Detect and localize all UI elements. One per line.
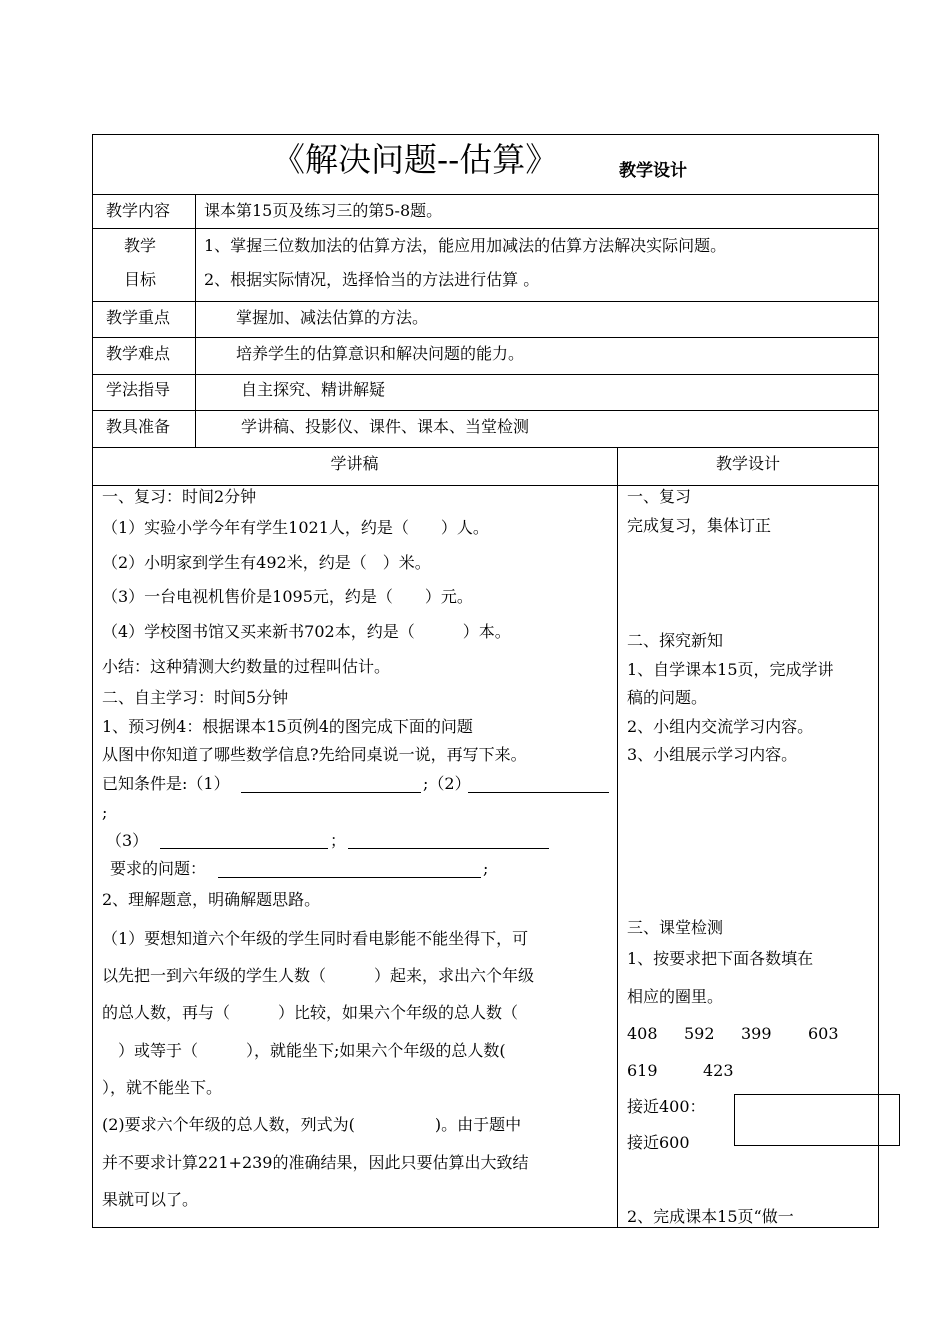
right-line: 稿的问题。 bbox=[627, 688, 708, 707]
answer-box bbox=[734, 1094, 900, 1146]
question-label: 要求的问题： bbox=[110, 859, 207, 878]
question-sep: ; bbox=[483, 859, 489, 878]
condition-sep: ； bbox=[330, 831, 347, 850]
left-column-header: 学讲稿 bbox=[330, 454, 379, 473]
condition-3-label: （3） bbox=[106, 831, 149, 850]
method-value: 自主探究、精讲解疑 bbox=[241, 380, 386, 399]
content-value: 课本第15页及练习三的第5-8题。 bbox=[204, 201, 443, 220]
row-divider bbox=[92, 337, 879, 338]
row-divider bbox=[92, 301, 879, 302]
difficulty-label: 教学难点 bbox=[106, 344, 171, 363]
goals-label: 教学 bbox=[124, 236, 157, 255]
left-line: (2)要求六个年级的总人数，列式为( )。由于题中 bbox=[102, 1115, 522, 1134]
right-line: 1、按要求把下面各数填在 bbox=[627, 949, 814, 968]
left-line: 1、预习例4：根据课本15页例4的图完成下面的问题 bbox=[102, 717, 473, 736]
row-divider bbox=[92, 447, 879, 448]
number-item: 399 bbox=[741, 1024, 772, 1043]
left-line: 的总人数，再与（ ）比较，如果六个年级的总人数（ bbox=[102, 1003, 519, 1022]
right-line: 一、复习 bbox=[627, 487, 692, 506]
row-divider bbox=[92, 374, 879, 375]
left-line: 从图中你知道了哪些数学信息?先给同桌说一说，再写下来。 bbox=[102, 745, 527, 764]
number-item: 603 bbox=[808, 1024, 839, 1043]
left-line: 二、自主学习：时间5分钟 bbox=[102, 688, 289, 707]
left-line: ）或等于（ ），就能坐下;如果六个年级的总人数( bbox=[102, 1041, 506, 1060]
left-line: 并不要求计算221+239的准确结果，因此只要估算出大致结 bbox=[102, 1153, 529, 1172]
tools-value: 学讲稿、投影仪、课件、课本、当堂检测 bbox=[241, 417, 530, 436]
blank-line bbox=[160, 848, 328, 849]
known-conditions-sep: ;（2） bbox=[423, 774, 471, 793]
left-line: （1）要想知道六个年级的学生同时看电影能不能坐得下，可 bbox=[102, 929, 529, 948]
left-line: ; bbox=[102, 803, 108, 822]
right-column-header: 教学设计 bbox=[715, 454, 780, 473]
left-line: ），就不能坐下。 bbox=[102, 1078, 223, 1097]
number-item: 423 bbox=[703, 1061, 734, 1080]
right-line: 2、完成课本15页“做一 bbox=[627, 1207, 794, 1226]
right-line: 相应的圈里。 bbox=[627, 987, 724, 1006]
number-item: 619 bbox=[627, 1061, 658, 1080]
page-title: 《解决问题--估算》 bbox=[272, 140, 559, 179]
right-line: 接近600 bbox=[627, 1133, 690, 1152]
right-line: 三、课堂检测 bbox=[627, 918, 724, 937]
left-line: （2）小明家到学生有492米，约是（ ）米。 bbox=[102, 553, 431, 572]
row-divider bbox=[92, 194, 879, 195]
right-line: 完成复习，集体订正 bbox=[627, 516, 772, 535]
key-label: 教学重点 bbox=[106, 308, 171, 327]
key-value: 掌握加、减法估算的方法。 bbox=[236, 308, 429, 327]
row-divider bbox=[92, 228, 879, 229]
left-line: 2、理解题意，明确解题思路。 bbox=[102, 890, 321, 909]
right-line: 2、小组内交流学习内容。 bbox=[627, 717, 814, 736]
row-divider bbox=[92, 485, 879, 486]
left-line: 小结：这种猜测大约数量的过程叫估计。 bbox=[102, 657, 391, 676]
blank-line bbox=[468, 792, 609, 793]
known-conditions-label: 已知条件是:（1） bbox=[102, 774, 230, 793]
goals-line: 2、根据实际情况，选择恰当的方法进行估算 。 bbox=[204, 270, 540, 289]
right-line: 1、自学课本15页，完成学讲 bbox=[627, 660, 834, 679]
left-line: 果就可以了。 bbox=[102, 1190, 199, 1209]
label-column-divider bbox=[195, 194, 196, 447]
lesson-plan-table bbox=[92, 134, 879, 1228]
number-item: 408 bbox=[627, 1024, 658, 1043]
tools-label: 教具准备 bbox=[106, 417, 171, 436]
content-label: 教学内容 bbox=[106, 201, 171, 220]
number-item: 592 bbox=[684, 1024, 715, 1043]
page-subtitle: 教学设计 bbox=[619, 161, 687, 181]
blank-line bbox=[218, 877, 481, 878]
right-line: 3、小组展示学习内容。 bbox=[627, 745, 798, 764]
row-divider bbox=[92, 410, 879, 411]
main-column-divider bbox=[617, 447, 618, 1228]
left-line: （4）学校图书馆又买来新书702本，约是（ ）本。 bbox=[102, 622, 511, 641]
method-label: 学法指导 bbox=[106, 380, 171, 399]
goals-label: 目标 bbox=[124, 270, 157, 289]
right-line: 接近400： bbox=[627, 1097, 706, 1116]
left-line: （1）实验小学今年有学生1021人，约是（ ）人。 bbox=[102, 518, 489, 537]
blank-line bbox=[241, 792, 421, 793]
difficulty-value: 培养学生的估算意识和解决问题的能力。 bbox=[236, 344, 525, 363]
right-line: 二、探究新知 bbox=[627, 631, 724, 650]
goals-line: 1、掌握三位数加法的估算方法，能应用加减法的估算方法解决实际问题。 bbox=[204, 236, 727, 255]
left-line: 以先把一到六年级的学生人数（ ）起来，求出六个年级 bbox=[102, 966, 535, 985]
blank-line bbox=[348, 848, 549, 849]
left-line: 一、复习：时间2分钟 bbox=[102, 487, 257, 506]
left-line: （3）一台电视机售价是1095元，约是（ ）元。 bbox=[102, 587, 473, 606]
